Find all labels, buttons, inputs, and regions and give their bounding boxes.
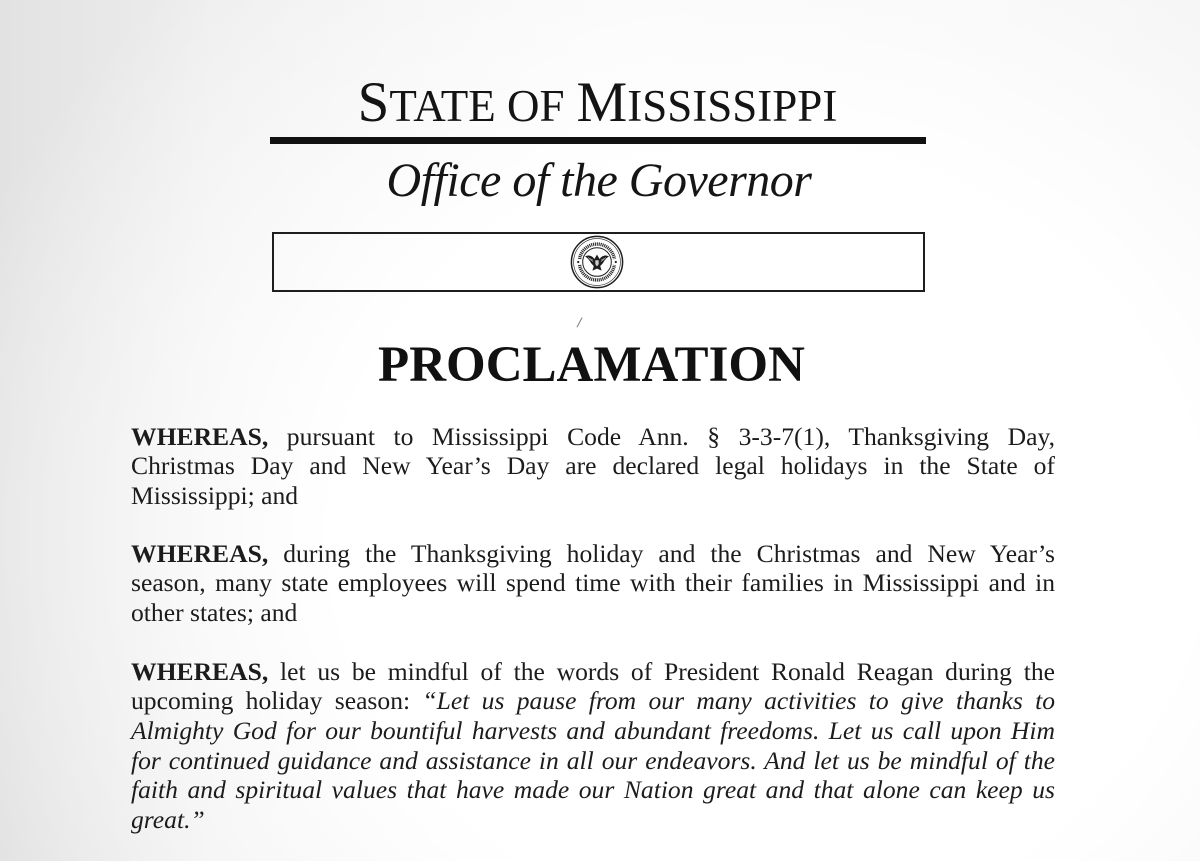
paragraph-line [131, 657, 1055, 687]
reagan-quote: great.” [131, 805, 205, 835]
whereas-paragraph-2 [131, 539, 1055, 628]
paragraph-text: season, many state employees will spend time with their families in Mississippi and in [131, 568, 1055, 598]
seal-frame [272, 232, 925, 292]
paragraph-line [131, 451, 1055, 481]
whereas-label: WHEREAS, [131, 538, 269, 568]
paragraph-line [131, 422, 1055, 452]
paragraph-line [131, 805, 1055, 835]
reagan-quote: “Let us pause from our many activities to give thanks to [422, 686, 1056, 716]
paragraph-text: Mississippi; and [131, 480, 299, 510]
reagan-quote: Almighty God for our bountiful harvests and abundant freedoms. Let us call upon Him [131, 715, 1055, 745]
paragraph-line [131, 686, 1055, 716]
whereas-label: WHEREAS, [131, 656, 269, 686]
header-rule [270, 137, 926, 144]
paragraph-text: during the Thanksgiving holiday and the Christmas and New Year’s [268, 538, 1055, 568]
paragraph-text: pursuant to Mississippi Code Ann. § 3-3-7(1), Thanksgiving Day, [268, 421, 1055, 451]
paragraph-text: upcoming holiday season: [131, 686, 423, 716]
reagan-quote: for continued guidance and assistance in all our endeavors. And let us be mindful of the [131, 745, 1055, 775]
scan-mark [576, 317, 582, 327]
state-title [0, 71, 1195, 134]
paragraph-line [131, 481, 1055, 511]
state-title-part: MISSISSIPPI [576, 71, 838, 134]
mississippi-state-seal-icon [570, 235, 624, 289]
paragraph-line [131, 746, 1055, 776]
paragraph-line [131, 775, 1055, 805]
paragraph-line [131, 539, 1055, 569]
paragraph-text: other states; and [131, 597, 298, 627]
whereas-paragraph-1 [131, 422, 1055, 511]
office-subtitle: Office of the Governor [386, 154, 812, 207]
paragraph-text: let us be mindful of the words of President Ronald Reagan during the [268, 656, 1055, 686]
paragraph-line [131, 598, 1055, 628]
state-title-part: STATE OF [357, 71, 565, 134]
paragraph-line [131, 568, 1055, 598]
paragraph-text: Christmas Day and New Year’s Day are declared legal holidays in the State of [131, 451, 1055, 481]
whereas-paragraph-3 [131, 657, 1055, 835]
proclamation-title: PROCLAMATION [378, 337, 805, 393]
reagan-quote: faith and spiritual values that have made our Nation great and that alone can keep us [131, 775, 1055, 805]
whereas-label: WHEREAS, [131, 421, 269, 451]
paragraph-line [131, 716, 1055, 746]
